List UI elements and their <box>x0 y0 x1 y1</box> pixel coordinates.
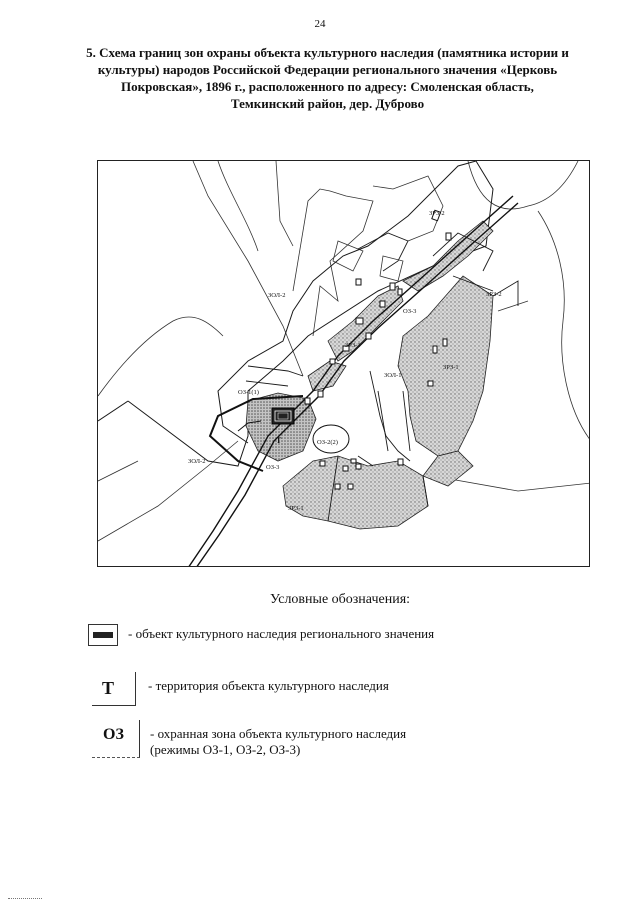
label-oz2: ОЗ-2(2) <box>317 439 338 446</box>
label-zrz1-right: ЗРЗ-1 <box>443 364 459 371</box>
church-object-symbol <box>272 408 294 424</box>
label-territory: Т <box>276 436 282 445</box>
label-zrz2-top: ЗРЗ-2 <box>429 210 445 217</box>
legend-text-object: - объект культурного наследия регионального значения <box>128 626 435 641</box>
protection-zone-symbol-letters: ОЗ <box>103 726 124 743</box>
zone-map-drawing <box>98 161 590 567</box>
label-zol1: ЗОЛ-1 <box>384 372 402 379</box>
label-zrz1-bottom: ЗРЗ-1 <box>288 505 304 512</box>
label-zol2-top: ЗОЛ-2 <box>268 292 286 299</box>
territory-symbol-letter: Т <box>102 678 115 698</box>
title-line: Покровская», 1896 г., расположенного по адресу: Смоленская область, <box>121 79 534 94</box>
label-oz3-bottom: ОЗ-3 <box>266 464 280 471</box>
title-line: 5. Схема границ зон охраны объекта культурного наследия (памятника истории и <box>86 45 569 60</box>
legend-text-protection-zone-line1: - охранная зона объекта культурного наследия <box>150 726 407 741</box>
title-line: Темкинский район, дер. Дуброво <box>230 96 425 111</box>
page-number: 24 <box>314 18 326 30</box>
label-oz3-top: ОЗ-3 <box>403 308 417 315</box>
label-oz1: ОЗ-1(1) <box>238 389 259 396</box>
label-zrz1-middle: ЗРЗ-1 <box>345 342 361 349</box>
protection-zone-legend-symbol <box>92 720 140 758</box>
legend-title: Условные обозначения: <box>270 592 411 607</box>
document-title <box>60 44 595 112</box>
territory-legend-symbol <box>92 672 136 706</box>
zone-map <box>97 160 590 567</box>
legend-text-territory: - территория объекта культурного наследия <box>148 678 389 693</box>
label-zol2-bottom: ЗОЛ-2 <box>188 458 206 465</box>
label-zrz2-right: ЗРЗ-2 <box>486 291 502 298</box>
footer-mark <box>8 898 42 899</box>
legend-text-protection-zone <box>150 726 406 758</box>
hatched-zones <box>246 221 493 529</box>
title-line: культуры) народов Российской Федерации регионального значения «Церковь <box>97 62 558 77</box>
legend-text-protection-zone-line2: (режимы ОЗ-1, ОЗ-2, ОЗ-3) <box>150 742 301 757</box>
heritage-object-legend-icon <box>88 624 118 646</box>
